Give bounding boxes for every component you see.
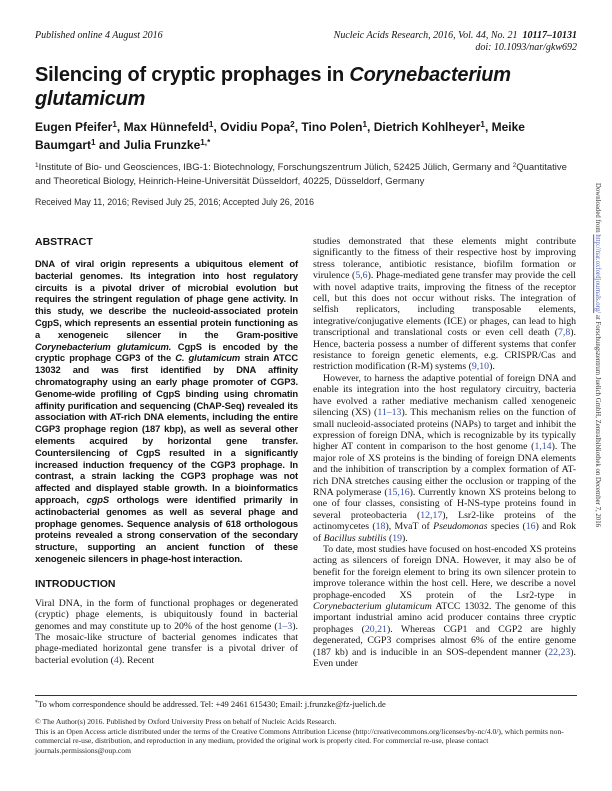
text-run: However, to harness the adaptive potential of foreign DNA and enable its integration into the host regulatory circuitry, bacteria have evolved a rather mediative mechanism called xenogeneic silencing (XS) (	[313, 372, 576, 419]
text-run: Pseudomonas	[433, 521, 488, 533]
text-run: 2	[512, 162, 517, 170]
text-run: ).	[489, 361, 495, 373]
text-run: ). The mosaic-like structure of bacterial genomes indicates that phage-mediated horizontal gene transfer is a pivotal driver of bacterial evolution (	[35, 620, 298, 666]
citation-link[interactable]: 19	[392, 532, 403, 544]
text-run: ). The major role of XS proteins is the binding of foreign DNA elements and the inhibition of transcription by a complex formation of AT-rich DNA stretches causing either the occlusion or trapping of the RNA polymerase (	[313, 441, 577, 498]
text-run: ). This mechanism relies on the function of small nucleoid-associated proteins (NAPs) to target and inhibit the expression of foreign DNA, which is recognizable by its typically higher AT content in comparison to the host genome (	[313, 407, 576, 453]
left-column	[35, 236, 298, 669]
text-run: CgpS is encoded by the cryptic prophage CGP3 of the	[35, 340, 298, 364]
text-run: , Dietrich Kohlheyer	[367, 120, 481, 134]
text-run: Bacillus subtilis	[323, 532, 387, 544]
text-run: 1	[362, 120, 368, 130]
hyperlink[interactable]: http://nar.oxfordjournals.org/	[593, 234, 601, 314]
body-paragraph	[35, 598, 298, 666]
citation-link[interactable]: 9,10	[471, 361, 490, 373]
text-run: , Tino Polen	[294, 120, 363, 134]
journal-citation	[334, 30, 577, 42]
text-run: ), MvaT of	[385, 521, 434, 533]
text-run: 1	[480, 120, 485, 130]
text-run: ) and Rok of	[313, 521, 576, 544]
citation-link[interactable]: 18	[375, 521, 386, 533]
citation-link[interactable]: 1–3	[277, 620, 293, 632]
text-run: species (	[487, 521, 526, 533]
author-list	[35, 119, 577, 155]
text-run: 2	[290, 120, 295, 130]
citation-link[interactable]: 7,8	[558, 327, 571, 339]
text-run: ). Hence, bacteria possess a number of different systems that confer resistance to foreign genetic elements, e.g. CRISPR/Cas and restriction modification (R-M) systems (	[313, 327, 576, 373]
text-run: Nucleic Acids Research, 2016, Vol. 44, No. 21	[333, 30, 523, 41]
affiliations	[35, 161, 577, 188]
citation-link[interactable]: 11–13	[377, 407, 402, 419]
citation-link[interactable]: 5,6	[355, 270, 368, 282]
text-run: 1	[91, 138, 96, 148]
text-run: orthologs were identified primarily in actinobacterial genomes as well as several phage and prophage genomes. Sequence analysis of 618 orthologous proteins revealed a strong conservation of the secondary structure, supporting an ancient function of these xenogeneic silencers in phage-host interaction.	[35, 493, 298, 564]
text-run: 1	[35, 162, 39, 170]
received-dates: Received May 11, 2016; Revised July 25, 2016; Accepted July 26, 2016	[35, 197, 315, 207]
text-run: C. glutamicum	[175, 352, 241, 364]
page-header	[35, 30, 577, 54]
text-run: and Julia Frunzke	[95, 138, 201, 152]
text-run: 1,*	[200, 138, 211, 148]
text-run: ), Lsr2-like proteins of the actinomycetes (	[313, 509, 576, 533]
two-column-body	[35, 236, 577, 669]
text-run: Downloaded from	[593, 183, 601, 235]
correspondence-footnote	[35, 699, 577, 711]
text-run: *	[35, 700, 38, 707]
citation-link[interactable]: 16	[525, 521, 536, 533]
text-run: Quantitative and Theoretical Biology, Heinrich-Heine-Universität Düsseldorf, 40225, Düsseldorf, Germany	[35, 162, 567, 187]
abstract-body	[35, 258, 298, 565]
text-run: ). Phage-mediated gene transfer may provide the cell with novel adaptive traits, improving the fitness of the receptor cell, but this does not occur without risks. The integration of selfish replicators, including transposable elements, integrative/conjugative elements (ICE) or phages, can lead to high transcriptional and translational costs or even cell death (	[313, 270, 576, 339]
text-run: ATCC 13032. The genome of this important industrial amino acid producer contains three cryptic prophages (	[313, 601, 576, 635]
text-run: , Ovidiu Popa	[213, 120, 291, 134]
text-run: at Forschungszentrum Juelich GmbH, Zentralbibliothek on December 7, 2016	[593, 313, 601, 528]
text-run: ).	[402, 532, 408, 544]
text-run: strain ATCC 13032 and was first identified by DNA affinity chromatography using an early phage promoter of CGP3. Genome-wide profiling of CgpS binding using chromatin affinity purification and sequencing (ChAP-Seq) revealed its association with AT-rich DNA elements, including the entire CGP3 prophage region (187 kbp), as well as several other elements acquired by horizontal gene transfer. Countersilencing of CgpS resulted in a significantly increased induction frequency of the CGP3 prophage. In contrast, a strain lacking the CGP3 prophage was not affected and displayed stable growth. In a bioinformatics approach,	[35, 352, 298, 505]
published-online-text: Published online 4 August 2016	[35, 30, 163, 41]
text-run: 1	[112, 120, 117, 130]
body-paragraph	[313, 544, 576, 669]
text-run: , Max Hünnefeld	[116, 120, 209, 134]
text-run: 1	[208, 120, 214, 130]
text-run: Corynebacterium glutamicum	[313, 601, 432, 612]
text-run: Viral DNA, in the form of functional prophages or degenerated (cryptic) phage elements, is ubiquitously found in bacterial genomes and may constitute up to 20% of the host genome (	[35, 597, 298, 632]
text-run: DNA of viral origin represents a ubiquitous element of bacterial genomes. Its integration into host regulatory circuits is a pivotal driver of microbial evolution but requires the stringent regulation of phage gene activity. In this study, we describe the nucleoid-associated protein CgpS, which represents an essential protein functioning as a xenogeneic silencer in the Gram-positive	[35, 258, 298, 340]
abstract-heading: ABSTRACT	[35, 236, 93, 248]
article-title	[35, 63, 577, 111]
text-run: Eugen Pfeifer	[35, 120, 113, 134]
text-run: Corynebacterium glutamicum	[35, 64, 511, 110]
citation-link[interactable]: 22,23	[548, 646, 571, 658]
text-run: Silencing of cryptic prophages in	[35, 64, 350, 86]
text-run: , Meike Baumgart	[35, 120, 525, 152]
citation-link[interactable]: 20,21	[364, 623, 387, 635]
download-watermark	[593, 183, 600, 783]
citation-link[interactable]: 12,17	[420, 509, 443, 521]
text-run: ). Recent	[118, 654, 155, 666]
citation-link[interactable]: 15,16	[387, 486, 410, 498]
text-run: (	[386, 532, 393, 544]
footnote-divider	[35, 695, 577, 696]
citation-link[interactable]: 4	[113, 654, 119, 666]
text-run: ). Whereas CGP1 and CGP2 are highly degenerated, CGP3 comprises almost 6% of the entire genome (187 kb) and is inducible in an SOS-dependent manner (	[313, 623, 576, 658]
introduction-heading: INTRODUCTION	[35, 577, 116, 590]
text-run: studies demonstrated that these elements might contribute significantly to the fitness of their respective host by improving stress tolerance, antibiotic resistance, biofilm formation or virulence (	[313, 236, 576, 282]
body-paragraph	[313, 236, 576, 373]
journal-citation-block	[334, 30, 577, 54]
citation-link[interactable]: 1,14	[534, 441, 552, 453]
text-run: Institute of Bio- und Geosciences, IBG-1: Biotechnology, Forschungszentrum Jülich, 52425 Jülich, Germany and	[38, 162, 513, 173]
text-run: To date, most studies have focused on host-encoded XS proteins acting as silencers of foreign DNA. However, it may also be of benefit for the foreign element to bring its own silencer protein to improve tolerance within the host cell. Here, we describe a novel prophage-encoded XS protein of the Lsr2-type in	[313, 543, 576, 601]
text-run: cgpS	[86, 493, 110, 505]
license-text: This is an Open Access article distributed under the terms of the Creative Commons Attribution License (http://creativecommons.org/licenses/by-nc/4.0/), which permits non-commercial re-use, distribution, and reproduction in any medium, provided the original work is properly cited. For commercial re-use, please contact journals.permissions@oup.com	[35, 726, 564, 755]
text-run: To whom correspondence should be addressed. Tel: +49 2461 615430; Email: j.frunzke@fz-juelich.de	[37, 699, 386, 709]
text-run: 10117–10131	[522, 30, 577, 41]
copyright-notice	[35, 717, 583, 755]
doi-text: doi: 10.1093/nar/gkw692	[475, 42, 577, 53]
text-run: Corynebacterium glutamicum.	[35, 340, 172, 352]
text-run: ). Even under	[313, 646, 576, 670]
right-column	[313, 236, 576, 669]
copyright-line: © The Author(s) 2016. Published by Oxford University Press on behalf of Nucleic Acids Research.	[35, 717, 337, 726]
text-run: ). Currently known XS proteins belong to one of four classes, consisting of H-NS-type proteins found in several proteobacteria (	[313, 486, 576, 521]
body-paragraph	[313, 373, 576, 544]
